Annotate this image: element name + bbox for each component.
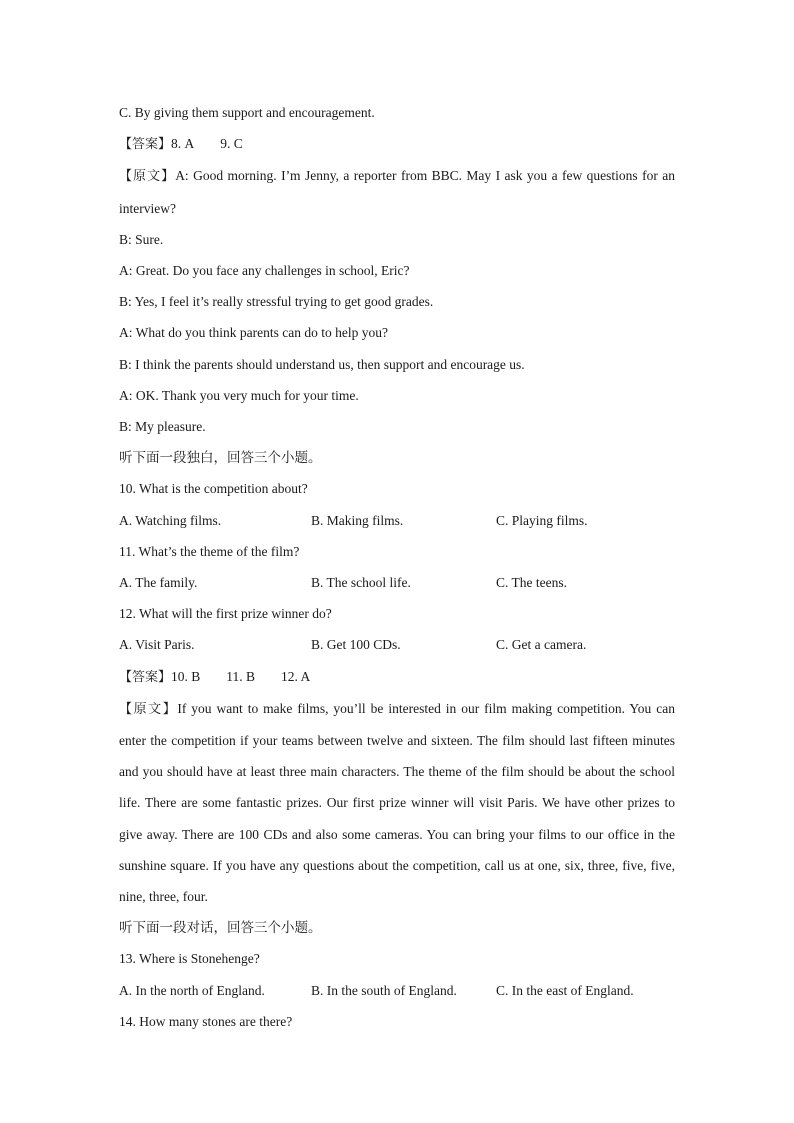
question-13: 13. Where is Stonehenge? (119, 951, 260, 967)
option-b: B. The school life. (311, 575, 411, 591)
question-11-options (119, 567, 675, 598)
question-13-options (119, 975, 675, 1006)
question-12-options (119, 629, 675, 660)
option-c: C. The teens. (496, 575, 567, 591)
dialogue-line-1 (119, 160, 675, 223)
question-12: 12. What will the first prize winner do? (119, 606, 332, 622)
document-content (119, 97, 675, 1037)
answer-11: 11. B (226, 668, 256, 684)
answer-key-2 (119, 661, 675, 693)
option-a: A. The family. (119, 575, 198, 591)
question-11: 11. What’s the theme of the film? (119, 543, 300, 559)
option-c: C. Get a camera. (496, 637, 587, 653)
question-10-options (119, 505, 675, 536)
q9-option-c: C. By giving them support and encouragement. (119, 105, 375, 120)
question-10: 10. What is the competition about? (119, 481, 308, 497)
answer-10: 10. B (171, 668, 201, 684)
option-b: B. Making films. (311, 512, 404, 528)
option-b: B. Get 100 CDs. (311, 637, 401, 653)
option-a: A. Visit Paris. (119, 637, 195, 653)
dialogue-line-3: A: Great. Do you face any challenges in school, Eric? (119, 263, 410, 279)
answer-8: 8. A (171, 136, 195, 152)
dialogue-line-1-text: A: Good morning. I’m Jenny, a reporter from BBC. May I ask you a few questions for an interview? (119, 168, 675, 216)
transcript-label: 【原文】 (119, 701, 178, 717)
dialogue-line-8: B: My pleasure. (119, 419, 206, 435)
monologue-transcript (119, 693, 675, 912)
dialogue-line-2: B: Sure. (119, 231, 164, 247)
option-a: A. In the north of England. (119, 982, 265, 998)
answer-label: 【答案】 (119, 669, 172, 685)
dialogue-line-6: B: I think the parents should understand us, then support and encourage us. (119, 356, 525, 372)
question-14: 14. How many stones are there? (119, 1013, 293, 1029)
transcript-label: 【原文】 (119, 169, 176, 185)
option-a: A. Watching films. (119, 512, 222, 528)
dialogue-line-5: A: What do you think parents can do to help you? (119, 325, 388, 341)
monologue-text: If you want to make films, you’ll be interested in our film making competition. You can enter the competition if your teams between twelve and sixteen. The film should last fifteen minutes and you should have at least three main characters. The theme of the film should be about the school life. There are some fantastic prizes. Our first prize winner will visit Paris. We have other prizes to give away. There are 100 CDs and also some cameras. You can bring your films to our office in the sunshine square. If you have any questions about the competition, call us at one, six, three, five, five, nine, three, four. (119, 700, 675, 905)
answer-12: 12. A (281, 668, 311, 684)
option-c: C. In the east of England. (496, 982, 634, 998)
answer-key-1 (119, 128, 675, 160)
answer-label: 【答案】 (119, 137, 172, 153)
answer-9: 9. C (220, 136, 243, 152)
dialogue-line-4: B: Yes, I feel it’s really stressful trying to get good grades. (119, 294, 434, 310)
option-c: C. Playing films. (496, 512, 588, 528)
section-heading-dialogue: 听下面一段对话，回答三个小题。 (119, 920, 322, 936)
option-b: B. In the south of England. (311, 982, 457, 998)
dialogue-line-7: A: OK. Thank you very much for your time. (119, 387, 359, 403)
section-heading-monologue: 听下面一段独白，回答三个小题。 (119, 450, 322, 466)
